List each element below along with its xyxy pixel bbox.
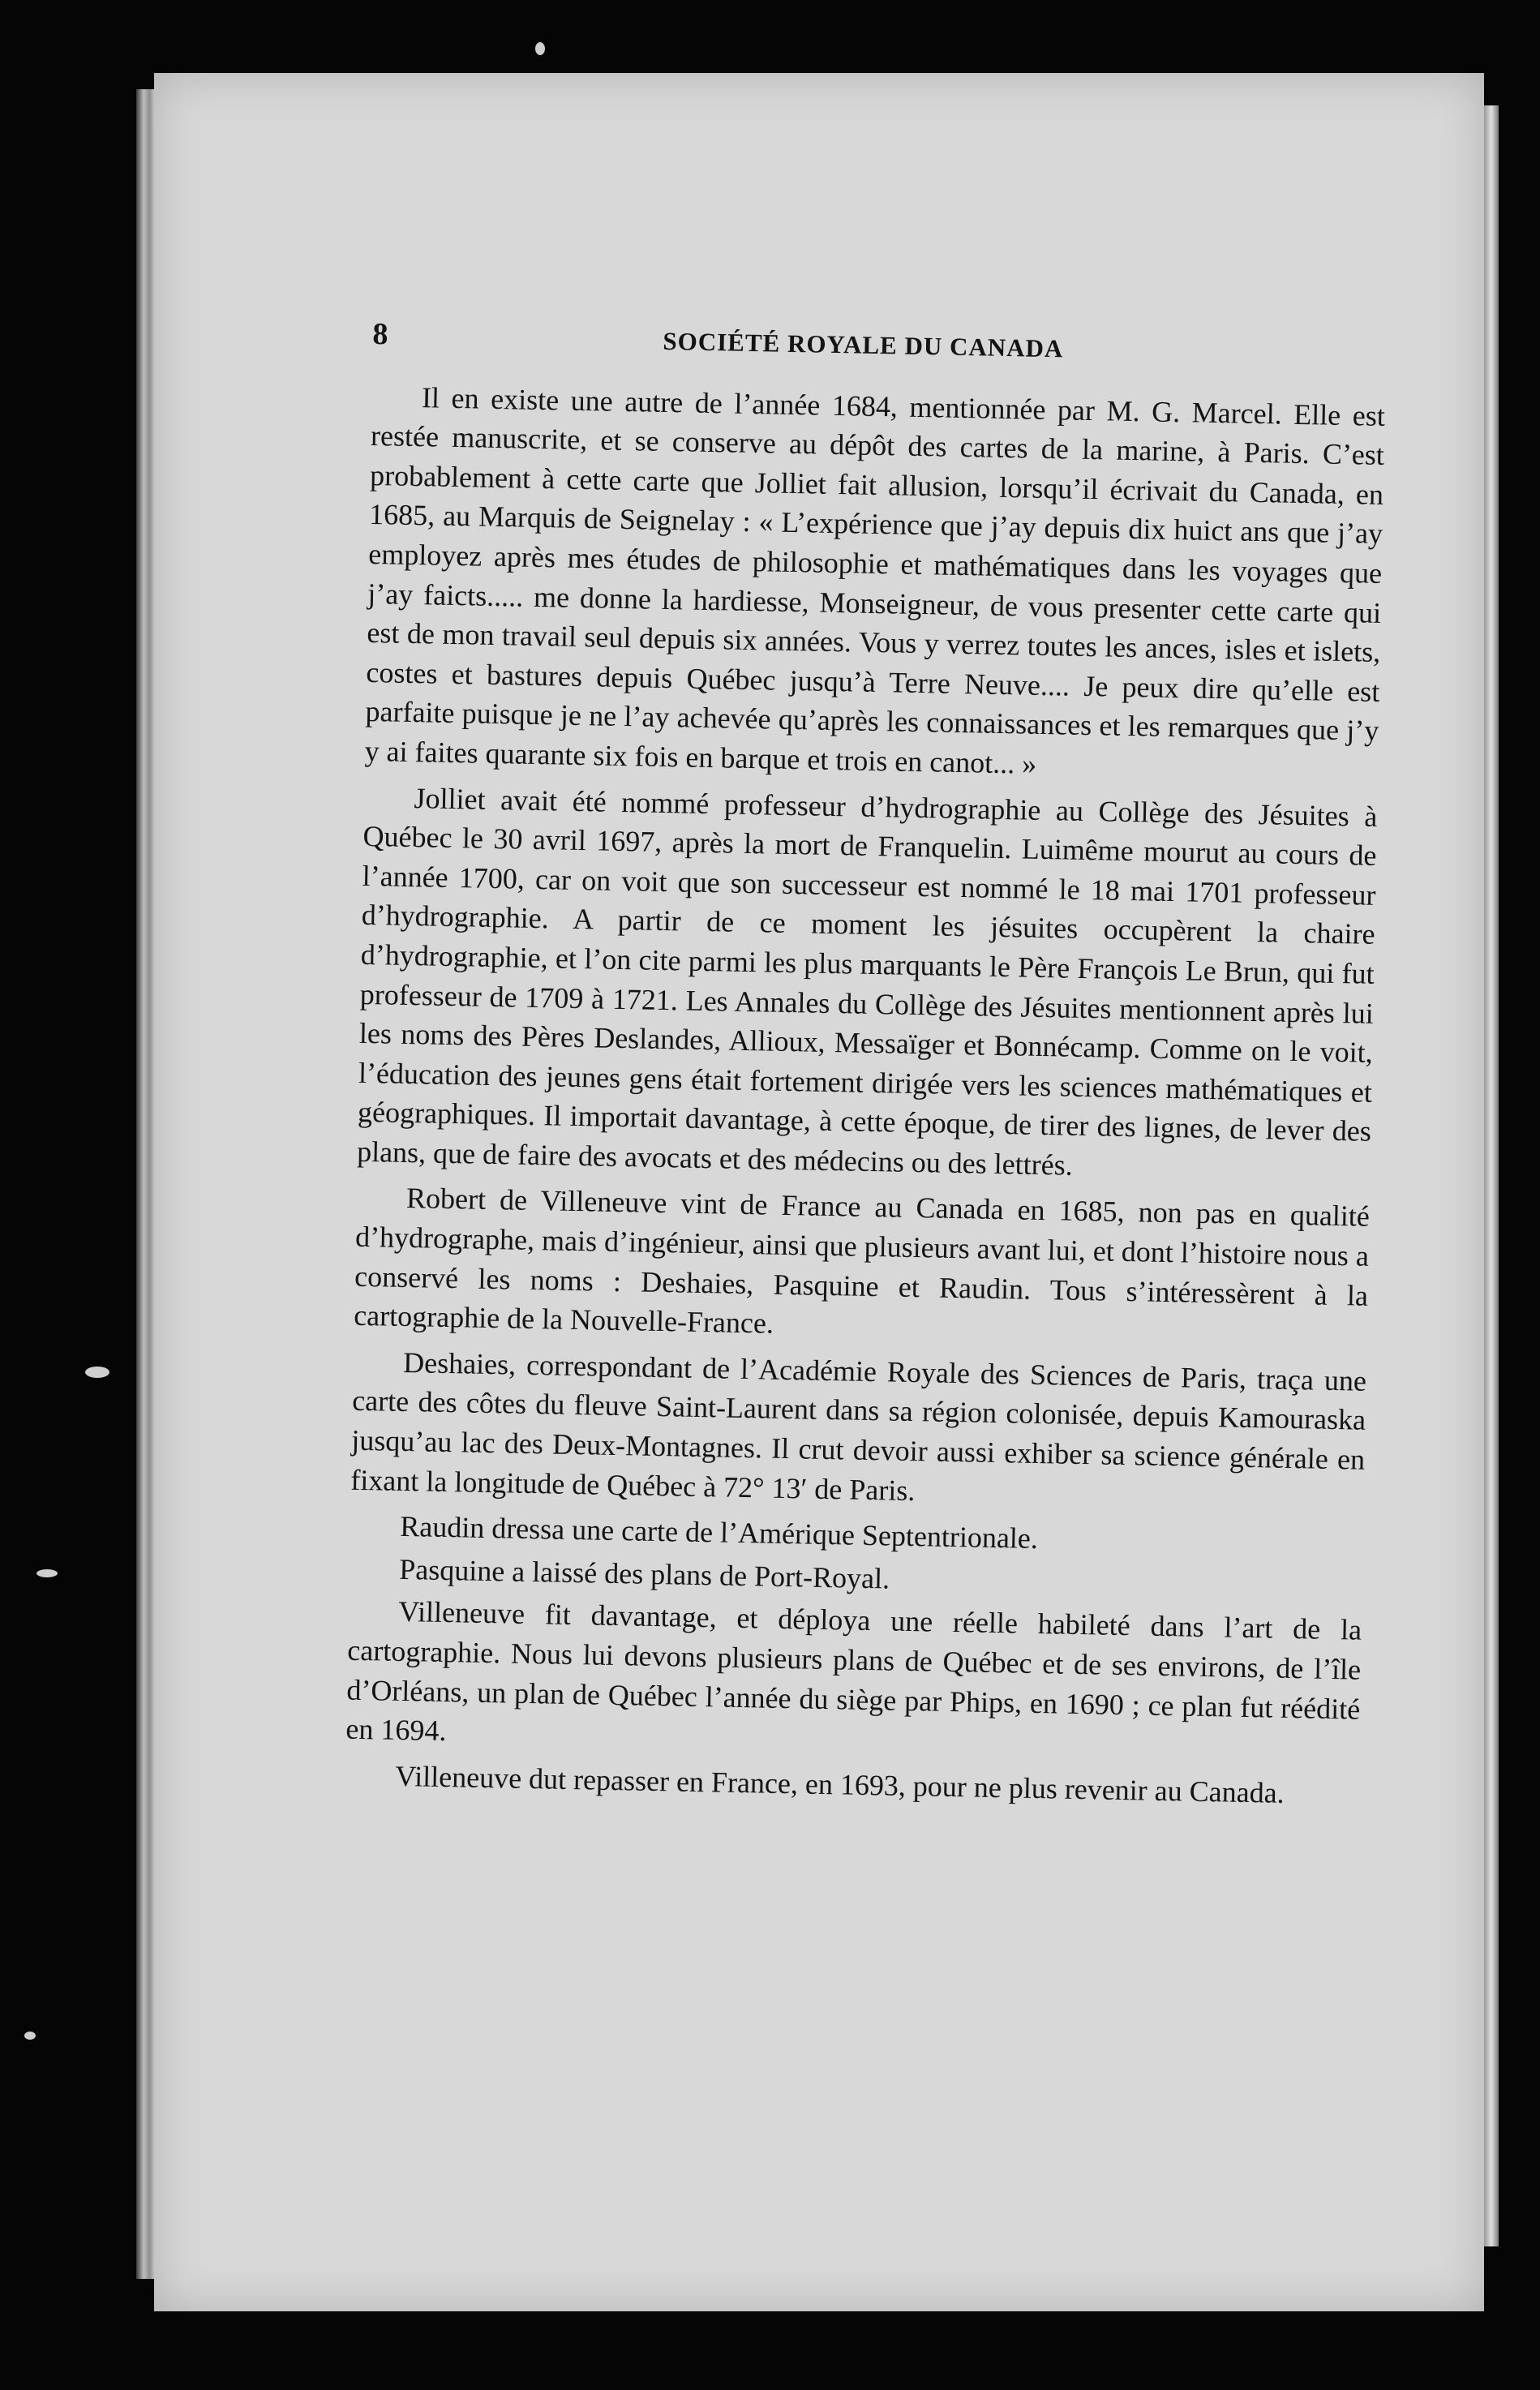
paragraph-3: Robert de Villeneuve vint de France au Canada en 1685, non pas en qualité d’hydrographe, mais d’ingénieur, ainsi que plusieurs avant lui, et dont l’histoire nous a conservé les noms : Deshaies, Pasquine et Raudin. Tous s’intéressèrent à la cartographie de la Nouvelle-France.	[353, 1182, 1371, 1340]
dust-speck	[535, 42, 545, 55]
dust-speck	[24, 2032, 36, 2040]
page-number: 8	[372, 316, 388, 352]
paragraph-4: Deshaies, correspondant de l’Académie Royale des Sciences de Paris, traça une carte des côtes du fleuve Saint-Laurent dans sa région colonisée, depuis Kamouraska jusqu’au lac des Deux-Montagnes. Il crut devoir aussi exhiber sa science générale en fixant la longitude de Québec à 72° 13′ de Paris.	[350, 1345, 1367, 1507]
page-content	[345, 315, 1387, 1821]
paragraph-8: Villeneuve dut repasser en France, en 1693, pour ne plus revenir au Canada.	[395, 1759, 1285, 1809]
dust-speck	[36, 1569, 58, 1577]
page-right-edge	[1484, 105, 1499, 2246]
dust-speck	[85, 1367, 109, 1378]
paragraph-2: Jolliet avait été nommé professeur d’hydrographie au Collège des Jésuites à Québec le 30 avril 1697, après la mort de Franquelin. Luimême mourut au cours de l’année 1700, car on voit que son successeur est nommé le 18 mai 1701 professeur d’hydrographie. A partir de ce moment les jésuites occupèrent la chaire d’hydrographie, et l’on cite parmi les plus marquants le Père François Le Brun, qui fut professeur de 1709 à 1721. Les Annales du Collège des Jésuites mentionnent après lui les noms des Pères Deslandes, Allioux, Messaïger et Bonnécamp. Comme on le voit, l’éducation des jeunes gens était fortement dirigée vers les sciences mathématiques et géographiques. Il importait davantage, à cette époque, de tirer des lignes, de lever des plans, que de faire des avocats et des médecins ou des lettrés.	[356, 781, 1378, 1182]
running-title: SOCIÉTÉ ROYALE DU CANADA	[663, 326, 1064, 363]
paragraph-6: Pasquine a laissé des plans de Port-Royal.	[398, 1552, 890, 1595]
paragraph-7: Villeneuve fit davantage, et déploya une réelle habileté dans l’art de la cartographie. Nous lui devons plusieurs plans de Québec et de ses environs, de l’île d’Orléans, un plan de Québec l’année du siège par Phips, en 1690 ; ce plan fut réédité en 1694.	[345, 1595, 1362, 1748]
paragraph-1: Il en existe une autre de l’année 1684, mentionnée par M. G. Marcel. Elle est restée manuscrite, et se conserve au dépôt des cartes de la marine, à Paris. C’est probablement à cette carte que Jolliet fait allusion, lorsqu’il écrivait du Canada, en 1685, au Marquis de Seignelay : « L’expérience que j’ay depuis dix huict ans que j’ay employez après mes études de philosophie et mathématiques dans les voyages que j’ay faicts..... me donne la hardiesse, Monseigneur, de vous presenter cette carte qui est de mon travail seul depuis six années. Vous y verrez toutes les ances, isles et islets, costes et bastures depuis Québec jusqu’à Terre Neuve.... Je peux dire qu’elle est parfaite puisque je ne l’ay achevée qu’après les connaissances et les remarques que j’y y ai faites quarante six fois en barque et trois en canot... »	[364, 380, 1386, 780]
paragraph-5: Raudin dressa une carte de l’Amérique Septentrionale.	[399, 1510, 1039, 1555]
